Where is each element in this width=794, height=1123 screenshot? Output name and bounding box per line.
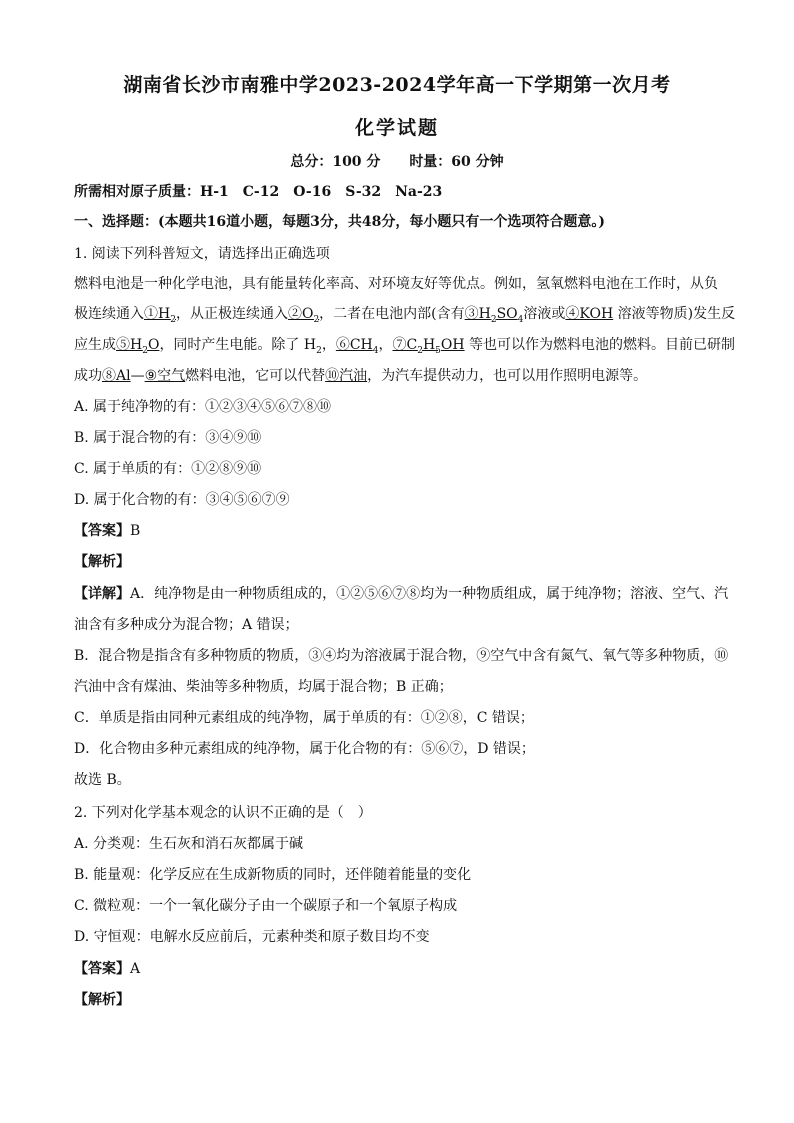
document-subtitle: 化学试题 xyxy=(354,117,439,139)
section-heading: 一、选择题：(本题共16道小题，每题3分，共48分，每小题只有一个选项符合题意。) xyxy=(74,214,605,230)
q2-option-b: B. 能量观：化学反应在生成新物质的同时，还伴随着能量的变化 xyxy=(74,867,472,883)
q1-detail-line: B．混合物是指含有多种物质的物质，③④均为溶液属于混合物，⑨空气中含有氮气、氧气等多种物质，⑩ xyxy=(74,648,729,664)
q1-analysis-tag: 【解析】 xyxy=(74,554,130,570)
q2-answer: 【答案】A xyxy=(74,961,141,977)
q1-detail-line: 汽油中含有煤油、柴油等多种物质，均属于混合物；B 正确； xyxy=(74,679,453,695)
q1-passage-line: 成功⑧Al—⑨空气燃料电池，它可以代替⑩汽油，为汽车提供动力，也可以用作照明电源等。 xyxy=(74,368,648,384)
q1-option-b: B. 属于混合物的有：③④⑨⑩ xyxy=(74,430,262,446)
marked-ch4: $⑥CH_4$ xyxy=(335,337,379,356)
marked-air: ⑨空气 xyxy=(144,368,186,384)
atomic-masses: 所需相对原子质量：H-1 C-12 O-16 S-32 Na-23 xyxy=(74,184,443,200)
marked-gasoline: ⑩汽油 xyxy=(325,368,368,384)
q1-option-a: A. 属于纯净物的有：①②③④⑤⑥⑦⑧⑩ xyxy=(74,399,332,415)
q2-option-c: C. 微粒观：一个一氧化碳分子由一个碳原子和一个氧原子构成 xyxy=(74,898,458,914)
q1-option-c: C. 属于单质的有：①②⑧⑨⑩ xyxy=(74,461,262,477)
q1-detail-line: C．单质是指由同种元素组成的纯净物，属于单质的有：①②⑧，C 错误； xyxy=(74,710,534,726)
q1-detail-line: D．化合物由多种元素组成的纯净物，属于化合物的有：⑤⑥⑦，D 错误； xyxy=(74,741,535,757)
marked-h2so4: $③H_2SO_4$ xyxy=(464,306,524,325)
time-limit: 时量：60 分钟 xyxy=(409,154,504,170)
q2-stem: 2. 下列对化学基本观念的认识不正确的是（ ） xyxy=(74,805,372,821)
marked-h2: $①H_2$ xyxy=(144,306,176,325)
q1-conclusion: 故选 B。 xyxy=(74,772,131,788)
q1-stem: 1. 阅读下列科普短文，请选择出正确选项 xyxy=(74,246,330,262)
q1-passage-line: 燃料电池是一种化学电池，具有能量转化率高、对环境友好等优点。例如，氢氧燃料电池在工作时，从负 xyxy=(74,276,718,292)
marked-al: ⑧Al xyxy=(102,368,131,384)
q1-detail-line: 【详解】A．纯净物是由一种物质组成的，①②⑤⑥⑦⑧均为一种物质组成，属于纯净物；溶液、空气、汽 xyxy=(74,586,729,602)
q1-passage-line: 应生成$⑤H_2O$，同时产生电能。除了 $H_2$，$⑥CH_4$，$⑦C_2H_5OH$ 等也可以作为燃料电池的燃料。目前已研制 xyxy=(74,337,736,356)
q2-option-d: D. 守恒观：电解水反应前后，元素种类和原子数目均不变 xyxy=(74,929,430,945)
marked-koh: ④KOH xyxy=(565,306,614,322)
document-title: 湖南省长沙市南雅中学2023-2024学年高一下学期第一次月考 xyxy=(123,74,671,96)
q1-passage-line: 极连续通入$①H_2$，从正极连续通入$②O_2$，二者在电池内部(含有$③H_2SO_4$溶液或④KOH 溶液等物质)发生反 xyxy=(74,306,736,325)
marked-o2: $②O_2$ xyxy=(287,306,320,325)
marked-c2h5oh: $⑦C_2H_5OH$ xyxy=(392,337,465,356)
q1-answer: 【答案】B xyxy=(74,523,141,539)
marked-h2o: $⑤H_2O$ xyxy=(116,337,160,356)
total-score: 总分：100 分 xyxy=(290,154,381,170)
q1-detail-line: 油含有多种成分为混合物；A 错误； xyxy=(74,617,299,633)
q2-analysis-tag: 【解析】 xyxy=(74,992,130,1008)
q1-option-d: D. 属于化合物的有：③④⑤⑥⑦⑨ xyxy=(74,492,290,508)
exam-meta xyxy=(0,151,794,171)
q2-option-a: A. 分类观：生石灰和消石灰都属于碱 xyxy=(74,836,304,852)
